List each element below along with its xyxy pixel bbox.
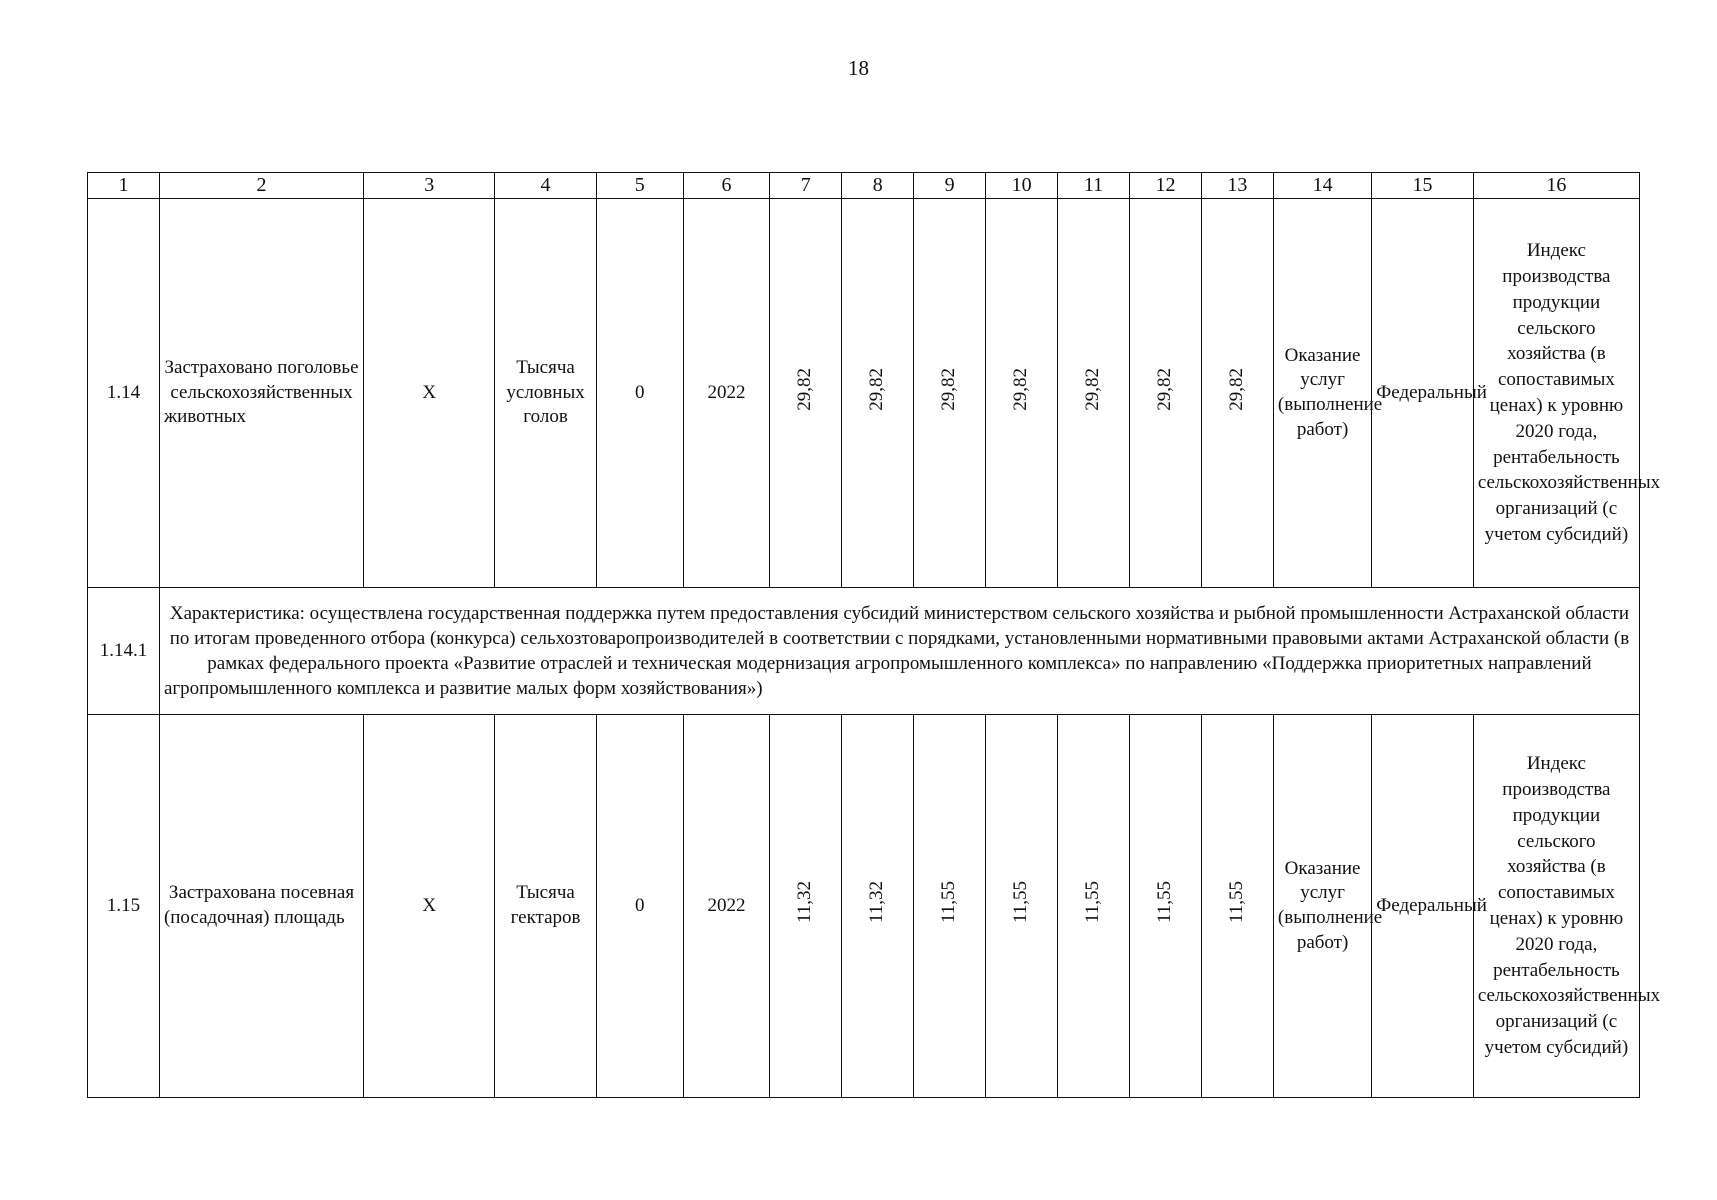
header-cell: 3	[364, 173, 495, 199]
value-cell	[1058, 715, 1130, 1098]
value-cell	[914, 715, 986, 1098]
characteristic-row	[88, 588, 1640, 715]
value-text: 11,55	[1226, 881, 1248, 924]
header-cell: 8	[842, 173, 914, 199]
base-value: 0	[596, 715, 683, 1098]
header-cell: 9	[914, 173, 986, 199]
col3-mark: Х	[364, 715, 495, 1098]
value-text: 11,32	[794, 881, 816, 924]
type-cell: Оказание услуг (выполнение работ)	[1273, 715, 1371, 1098]
characteristic-text: Характеристика: осуществлена государственная поддержка путем предоставления субсидий министерством сельского хозяйства и рыбной промышленности Астраханской области по итогам проведенного отбора (конкурса) сельхозтоваропроизводителей в соответствии с порядками, установленными нормативными правовыми актами Астраханской области (в рамках федерального проекта «Развитие отраслей и техническая модернизация агропромышленного комплекса» по направлению «Поддержка приоритетных направлений агропромышленного комплекса и развитие малых форм хозяйствования»)	[159, 588, 1639, 715]
base-year: 2022	[683, 199, 770, 588]
row-number: 1.15	[88, 715, 160, 1098]
table-row	[88, 715, 1640, 1098]
header-row	[88, 173, 1640, 199]
value-cell	[986, 199, 1058, 588]
type-cell: Оказание услуг (выполнение работ)	[1273, 199, 1371, 588]
header-cell: 2	[159, 173, 363, 199]
col3-mark: Х	[364, 199, 495, 588]
value-cell	[1130, 199, 1202, 588]
header-cell: 13	[1201, 173, 1273, 199]
value-text: 11,55	[938, 881, 960, 924]
header-cell: 1	[88, 173, 160, 199]
row-number: 1.14	[88, 199, 160, 588]
value-cell	[1058, 199, 1130, 588]
indicators-table	[87, 172, 1661, 1098]
value-text: 29,82	[1010, 367, 1032, 411]
value-cell	[770, 715, 842, 1098]
value-text: 11,55	[1154, 881, 1176, 924]
header-cell: 7	[770, 173, 842, 199]
value-text: 29,82	[938, 367, 960, 411]
header-cell: 12	[1130, 173, 1202, 199]
header-cell: 14	[1273, 173, 1371, 199]
base-value: 0	[596, 199, 683, 588]
value-cell	[1201, 715, 1273, 1098]
page-number: 18	[848, 56, 869, 80]
header-cell: 11	[1058, 173, 1130, 199]
header-cell: 16	[1473, 173, 1639, 199]
value-text: 11,32	[866, 881, 888, 924]
table-row	[88, 199, 1640, 588]
header-cell: 4	[495, 173, 597, 199]
value-cell	[986, 715, 1058, 1098]
value-cell	[842, 715, 914, 1098]
value-text: 29,82	[866, 367, 888, 411]
value-text: 29,82	[1082, 367, 1104, 411]
header-cell: 6	[683, 173, 770, 199]
base-year: 2022	[683, 715, 770, 1098]
unit-cell: Тысяча условных голов	[495, 199, 597, 588]
result-name: Застраховано поголовье сельскохозяйственных животных	[159, 199, 363, 588]
header-cell: 15	[1372, 173, 1474, 199]
value-cell	[770, 199, 842, 588]
indicator-cell: Индекс производства продукции сельского хозяйства (в сопоставимых ценах) к уровню 2020 года, рентабельность сельскохозяйственных организаций (с учетом субсидий)	[1473, 715, 1639, 1098]
row-number: 1.14.1	[88, 588, 160, 715]
value-text: 11,55	[1010, 881, 1032, 924]
value-text: 29,82	[1154, 367, 1176, 411]
value-cell	[1130, 715, 1202, 1098]
value-text: 11,55	[1082, 881, 1104, 924]
value-cell	[1201, 199, 1273, 588]
value-text: 29,82	[1226, 367, 1248, 411]
result-name: Застрахована посевная (посадочная) площадь	[159, 715, 363, 1098]
value-cell	[842, 199, 914, 588]
indicator-cell: Индекс производства продукции сельского хозяйства (в сопоставимых ценах) к уровню 2020 года, рентабельность сельскохозяйственных организаций (с учетом субсидий)	[1473, 199, 1639, 588]
header-cell: 5	[596, 173, 683, 199]
header-cell: 10	[986, 173, 1058, 199]
level-cell: Федеральный	[1372, 199, 1474, 588]
unit-cell: Тысяча гектаров	[495, 715, 597, 1098]
value-cell	[914, 199, 986, 588]
level-cell: Федеральный	[1372, 715, 1474, 1098]
value-text: 29,82	[794, 367, 816, 411]
